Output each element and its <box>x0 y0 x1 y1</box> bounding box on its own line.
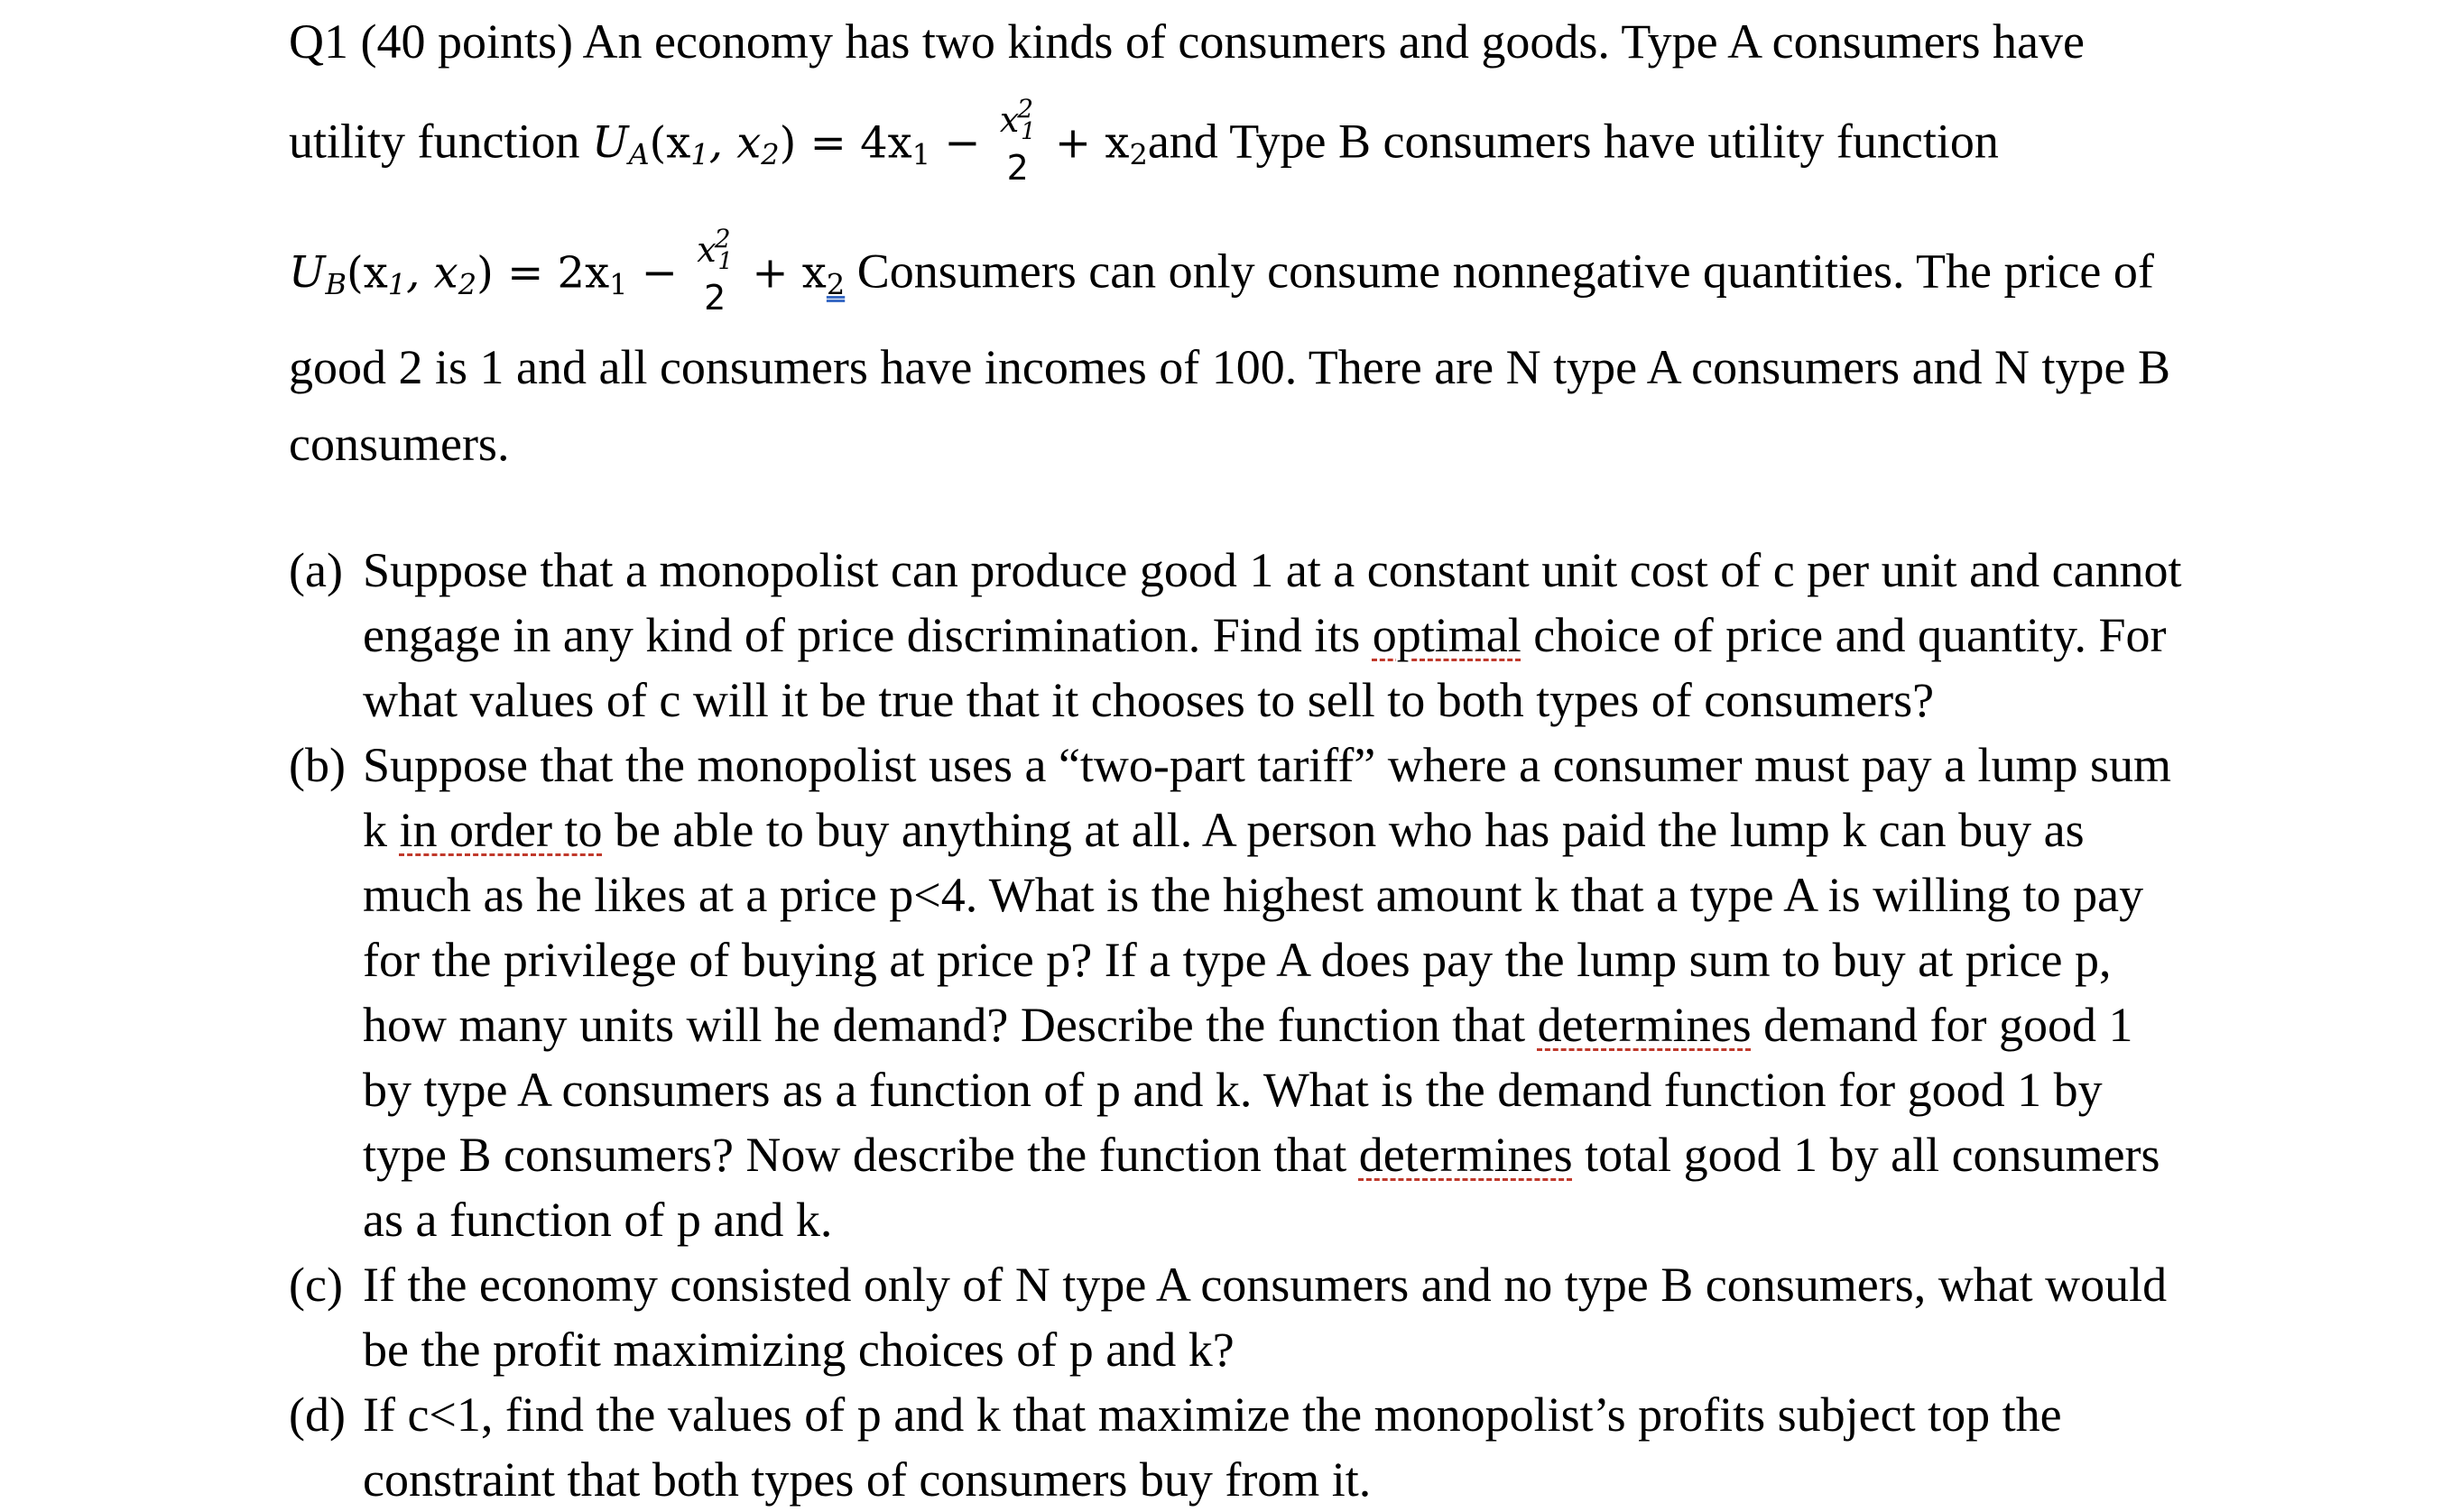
part-label: (d) <box>289 1388 346 1443</box>
part-text-line: constraint that both types of consumers buy from it. <box>363 1452 1372 1507</box>
utility-b-outro: Consumers can only consume nonnegative quantities. The price of <box>845 244 2154 299</box>
part-text-line: how many units will he demand? Describe the function that determines demand for good 1 <box>363 998 2133 1053</box>
ub-symbol: $U_B$ <box>289 247 347 302</box>
part-text <box>363 538 2211 733</box>
fraction-x1-squared-over-2: $x^2_1$ 2 <box>697 223 734 318</box>
part-label: (a) <box>289 543 343 598</box>
part-text-line: by type A consumers as a function of p and k. What is the demand function for good 1 by <box>363 1063 2103 1118</box>
part-text-line: k in order to be able to buy anything at all. A person who has paid the lump k can buy as <box>363 803 2085 858</box>
utility-b-line: $U_B(x_1$, $x_2) = 2x_1$ − $x^2_1$ 2 + $x_2$ Consumers can only consume nonnegative quantities. The price of <box>289 223 2154 318</box>
grammar-flag-underline: in order to <box>399 803 603 858</box>
part-text-line: much as he likes at a price p<4. What is the highest amount k that a type A is willing to pay <box>363 868 2144 923</box>
part-text <box>363 733 2211 1252</box>
part-text-line: for the privilege of buying at price p? If a type A does pay the lump sum to buy at price p, <box>363 933 2112 988</box>
part-text-line: Suppose that the monopolist uses a “two-part tariff” where a consumer must pay a lump sum <box>363 738 2172 793</box>
ua-symbol: $U_A$ <box>591 117 650 172</box>
grammar-flag-underline: determines <box>1358 1128 1573 1183</box>
question-part <box>289 1382 2211 1512</box>
grammar-flag-underline: optimal <box>1372 608 1521 663</box>
part-text-line: If the economy consisted only of N type A consumers and no type B consumers, what would <box>363 1258 2168 1313</box>
part-text-line: be the profit maximizing choices of p and k? <box>363 1323 1235 1378</box>
part-text-line: Suppose that a monopolist can produce good 1 at a constant unit cost of c per unit and cannot <box>363 543 2182 598</box>
part-text <box>363 1382 2211 1512</box>
grammar-flag-underline: determines <box>1537 998 1752 1053</box>
part-text <box>363 1252 2211 1382</box>
utility-a-outro: and Type B consumers have utility function <box>1147 114 1999 169</box>
question-heading-line <box>289 13 2211 71</box>
income-line: good 2 is 1 and all consumers have incomes of 100. There are N type A consumers and N type B <box>289 339 2171 394</box>
question-part <box>289 538 2211 733</box>
consumers-line: consumers. <box>289 416 510 471</box>
part-text-line: what values of c will it be true that it chooses to sell to both types of consumers? <box>363 673 1935 728</box>
question-parts-list <box>289 538 2211 1512</box>
question-text: Q1 (40 points) An economy has two kinds of consumers and goods. Type A consumers have <box>289 14 2085 69</box>
part-text-line: If c<1, find the values of p and k that maximize the monopolist’s profits subject top the <box>363 1388 2062 1443</box>
edit-mark: 2 <box>826 267 846 302</box>
fraction-x1-squared-over-2: $x^2_1$ 2 <box>999 93 1036 188</box>
utility-a-intro: utility function <box>289 114 592 169</box>
part-text-line: as a function of p and k. <box>363 1193 833 1248</box>
document-body <box>289 13 2211 1512</box>
part-text-line: engage in any kind of price discrimination. Find its optimal choice of price and quantity. For <box>363 608 2167 663</box>
part-label: (c) <box>289 1258 343 1313</box>
question-part <box>289 1252 2211 1382</box>
question-part <box>289 733 2211 1252</box>
part-text-line: type B consumers? Now describe the function that determines total good 1 by all consumers <box>363 1128 2160 1183</box>
part-label: (b) <box>289 738 346 793</box>
utility-a-line: utility function $U_A(x_1$, $x_2) = 4x_1$ − $x^2_1$ 2 + $x_2and$ Type B consumers have utility function <box>289 93 1999 188</box>
